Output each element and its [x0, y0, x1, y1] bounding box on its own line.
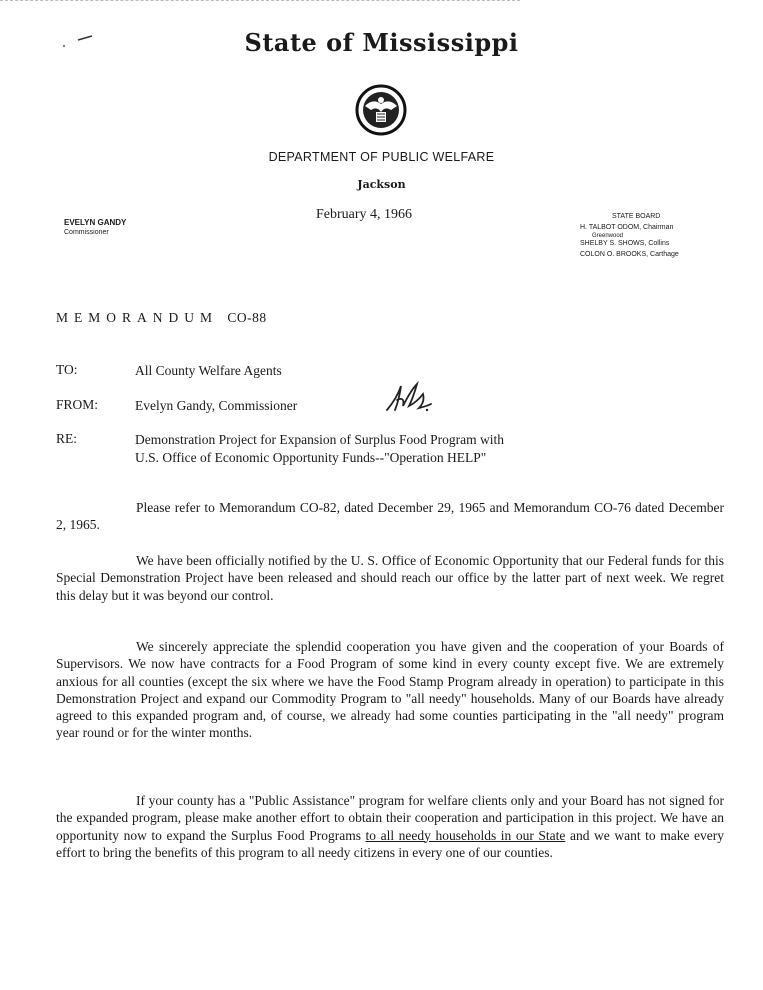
paragraph-3: [56, 638, 724, 742]
paragraph-1: [56, 499, 724, 534]
letterhead-title: State of Mississippi: [244, 28, 519, 57]
department-name: DEPARTMENT OF PUBLIC WELFARE: [268, 150, 495, 164]
re-label: RE:: [56, 431, 78, 446]
paragraph-4-underlined: to all needy households in our State: [365, 827, 566, 843]
from-label: FROM:: [56, 397, 99, 412]
board-member-brooks: COLON O. BROOKS, Carthage: [580, 250, 679, 258]
paragraph-4: [56, 792, 724, 861]
paragraph-1-text: Please refer to Memorandum CO-82, dated December 29, 1965 and Memorandum CO-76 dated December 2, 1965.: [56, 500, 724, 533]
city-name: Jackson: [357, 178, 406, 191]
paragraph-2-text: We have been officially notified by the U. S. Office of Economic Opportunity that our Federal funds for this Special Demonstration Project have been released and should reach our office by the latter part of next week. We regret this delay but it was beyond our control.: [56, 553, 724, 603]
board-member-chairman-city: Greenwood: [592, 233, 624, 239]
commissioner-name: EVELYN GANDY: [64, 218, 127, 227]
paragraph-3-text: We sincerely appreciate the splendid cooperation you have given and the cooperation of your Boards of Supervisors. We now have contracts for a Food Program of some kind in every county except five. We are extremely anxious for all counties (except the six where we have the Food Stamp Program already in operation) to participate in this Demonstration Project and expand our Commodity Program to "all needy" households. Many of our Boards have already agreed to this expanded program and, of course, we already had some counties participating in the "all needy" program year round or for the winter months.: [56, 639, 724, 741]
paragraph-2: [56, 552, 724, 604]
board-member-chairman: H. TALBOT ODOM, Chairman: [580, 223, 674, 231]
state-board-list: [580, 212, 679, 260]
paragraph-4-part-b: and we want to make every effort to bring the benefits of this program to all needy citizens in every one of our counties.: [56, 827, 724, 860]
top-scan-edge: [0, 0, 520, 2]
to-label: TO:: [56, 362, 78, 377]
state-board-heading: STATE BOARD: [612, 213, 661, 220]
paragraph-4-part-a: If your county has a "Public Assistance" program for welfare clients only and your Board has not signed for the expanded program, please make another effort to obtain their cooperation and participation in this project. We have an opportunity now to expand the Surplus Food Programs: [56, 793, 724, 843]
board-member-shows: SHELBY S. SHOWS, Collins: [580, 240, 670, 247]
from-value: Evelyn Gandy, Commissioner: [135, 398, 298, 413]
to-value: All County Welfare Agents: [135, 363, 282, 378]
re-value: [135, 431, 715, 467]
memo-date: February 4, 1966: [316, 207, 413, 222]
memo-number: CO-88: [227, 310, 267, 325]
re-line-2: U.S. Office of Economic Opportunity Funds--"Operation HELP": [135, 450, 487, 465]
state-seal-icon: [355, 84, 407, 136]
memo-heading: [56, 310, 267, 326]
handwritten-initials-signature: [383, 380, 435, 414]
re-line-1: Demonstration Project for Expansion of Surplus Food Program with: [135, 432, 504, 447]
commissioner-title: Commissioner: [64, 229, 109, 236]
memo-label: MEMORANDUM: [56, 310, 219, 325]
paragraph-4-text: [56, 792, 724, 861]
